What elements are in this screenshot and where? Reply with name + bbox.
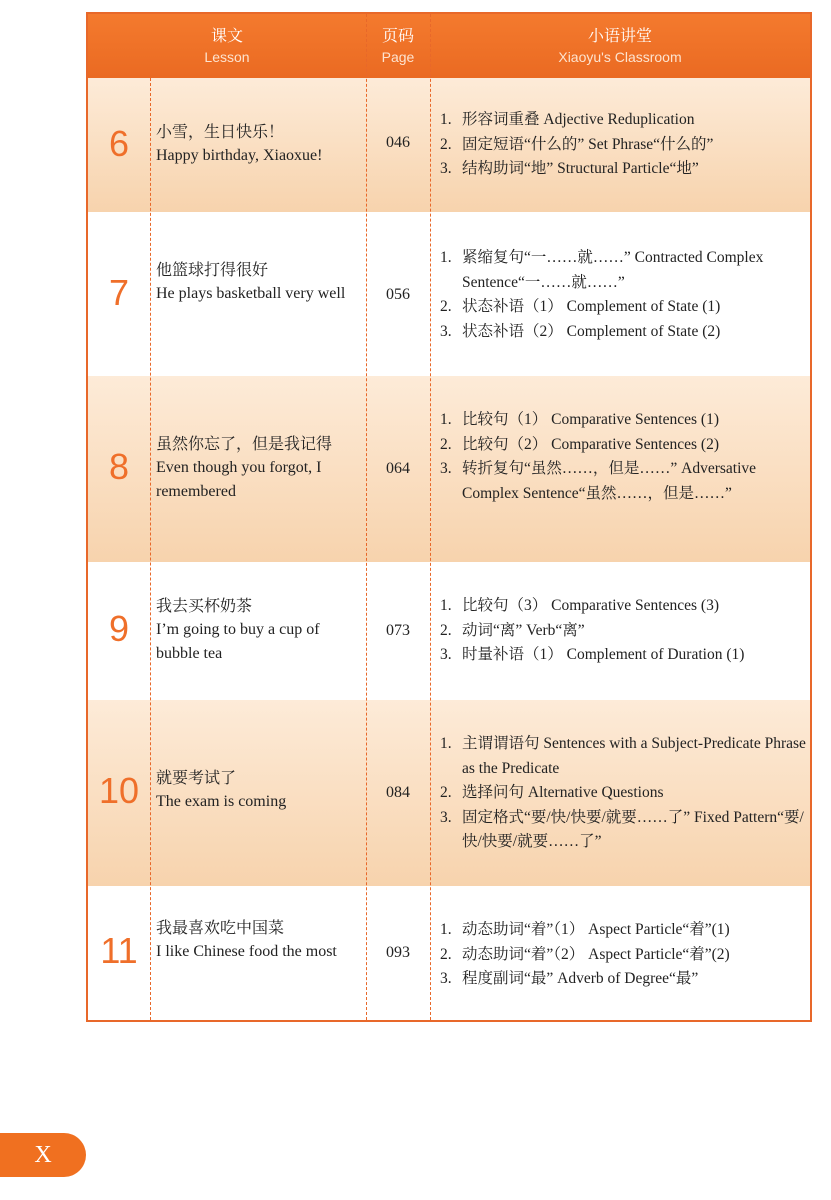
classroom-notes (440, 594, 808, 668)
note-item: 2. 选择问句 Alternative Questions (440, 784, 664, 801)
lesson-row-7 (88, 212, 810, 376)
note-item: 2. 状态补语（1） Complement of State (1) (440, 298, 721, 315)
lesson-title (156, 120, 366, 168)
lesson-title (156, 766, 366, 814)
lesson-number: 7 (108, 272, 130, 313)
contents-table (86, 12, 812, 1022)
lesson-title-cn[interactable]: 小雪，生日快乐！ (156, 122, 285, 141)
lesson-page[interactable]: 046 (386, 134, 410, 151)
lesson-title-en[interactable]: Happy birthday, Xiaoxue! (156, 147, 323, 164)
note-item: 1. 主谓谓语句 Sentences with a Subject-Predicate Phrase as the Predicate (440, 735, 806, 777)
note-item: 3. 程度副词“最” Adverb of Degree“最” (440, 970, 699, 987)
note-item: 3. 固定格式“要/快/快要/就要……了” Fixed Pattern“要/快/快要/就要……了” (440, 808, 804, 850)
page-header-en: Page (381, 49, 415, 65)
classroom-notes (440, 918, 808, 992)
lesson-page[interactable]: 056 (386, 286, 410, 303)
note-item: 2. 固定短语“什么的” Set Phrase“什么的” (440, 135, 714, 153)
lesson-title-en[interactable]: I like Chinese food the most (156, 943, 337, 960)
lesson-title (156, 916, 366, 964)
classroom-header-cn: 小语讲堂 (587, 26, 652, 45)
lesson-title (156, 594, 366, 666)
classroom-notes (440, 732, 808, 855)
lesson-page[interactable]: 064 (386, 460, 410, 477)
note-item: 3. 状态补语（2） Complement of State (2) (440, 322, 721, 340)
note-item: 3. 转折复句“虽然……，但是……” Adversative Complex Sentence“虽然……，但是……” (440, 460, 757, 502)
note-item: 1. 比较句（3） Comparative Sentences (3) (440, 597, 719, 614)
lesson-page[interactable]: 073 (386, 622, 410, 639)
classroom-notes (440, 108, 808, 182)
column-divider (150, 78, 151, 1020)
lesson-number: 11 (100, 930, 138, 971)
classroom-notes (440, 246, 808, 344)
note-item: 1. 比较句（1） Comparative Sentences (1) (440, 411, 719, 428)
classroom-header-en: Xiaoyu's Classroom (558, 49, 682, 65)
column-divider (430, 14, 431, 1020)
lesson-row-6 (88, 78, 810, 212)
lesson-title-cn[interactable]: 我去买杯奶茶 (156, 596, 253, 615)
table-header (88, 14, 810, 78)
lesson-row-9 (88, 562, 810, 700)
note-item: 2. 动词“离” Verb“离” (440, 621, 585, 639)
lesson-header-cn: 课文 (210, 26, 243, 45)
classroom-notes (440, 408, 808, 506)
lesson-title-en[interactable]: He plays basketball very well (156, 285, 346, 302)
column-divider (366, 14, 367, 1020)
lesson-page[interactable]: 084 (386, 784, 410, 801)
lesson-title-cn[interactable]: 就要考试了 (156, 768, 237, 787)
classroom-column-header (430, 14, 810, 78)
note-item: 3. 结构助词“地” Structural Particle“地” (440, 160, 699, 177)
lesson-title (156, 258, 366, 306)
lesson-row-11 (88, 886, 810, 1020)
note-item: 1. 动态助词“着”（1） Aspect Particle“着”(1) (440, 921, 730, 938)
lesson-title (156, 432, 366, 504)
lesson-title-en[interactable]: Even though you forgot, I remembered (156, 459, 322, 500)
lesson-number: 8 (108, 446, 130, 487)
page-tab: X (0, 1133, 86, 1177)
page-column-header (366, 14, 430, 78)
lesson-header-en: Lesson (204, 49, 250, 65)
lesson-row-10 (88, 700, 810, 886)
note-item: 2. 比较句（2） Comparative Sentences (2) (440, 435, 719, 453)
note-item: 1. 形容词重叠 Adjective Reduplication (440, 111, 695, 128)
lesson-title-cn[interactable]: 我最喜欢吃中国菜 (156, 918, 285, 937)
lesson-title-en[interactable]: I’m going to buy a cup of bubble tea (156, 621, 320, 662)
lesson-number: 6 (108, 123, 130, 164)
lesson-title-cn[interactable]: 虽然你忘了，但是我记得 (156, 434, 333, 453)
note-item: 3. 时量补语（1） Complement of Duration (1) (440, 646, 745, 663)
lesson-title-cn[interactable]: 他篮球打得很好 (156, 260, 269, 279)
lesson-row-8 (88, 376, 810, 562)
note-item: 1. 紧缩复句“一……就……” Contracted Complex Sentence“一……就……” (440, 249, 764, 291)
note-item: 2. 动态助词“着”（2） Aspect Particle“着”(2) (440, 945, 730, 963)
lesson-number: 10 (98, 770, 140, 811)
lesson-number: 9 (108, 608, 130, 649)
lesson-page[interactable]: 093 (386, 944, 410, 961)
lesson-title-en[interactable]: The exam is coming (156, 793, 287, 810)
page-header-cn: 页码 (381, 26, 414, 45)
lesson-column-header (88, 14, 366, 78)
